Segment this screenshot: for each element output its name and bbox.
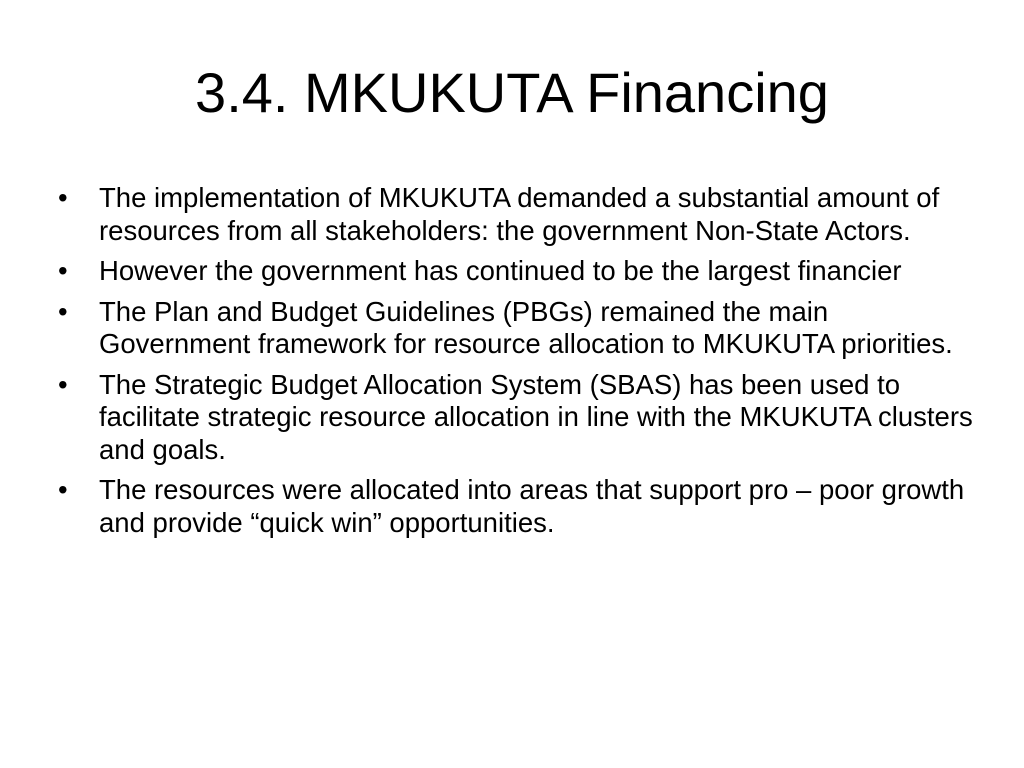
bullet-item: [58, 255, 978, 288]
bullet-text: The Strategic Budget Allocation System (SBAS) has been used to facilitate strategic resource allocation in line with the MKUKUTA clusters and goals.: [99, 368, 973, 465]
bullet-text: However the government has continued to be the largest financier: [99, 255, 902, 286]
slide-title: 3.4. MKUKUTA Financing: [195, 61, 829, 124]
bullet-icon: •: [58, 182, 68, 213]
bullet-icon: •: [58, 474, 68, 505]
bullet-item: [58, 296, 978, 361]
bullet-item: [58, 474, 978, 539]
bullet-list: [58, 182, 978, 547]
bullet-icon: •: [58, 295, 68, 327]
bullet-icon: •: [58, 255, 68, 286]
bullet-text: The resources were allocated into areas that support pro – poor growth and provide “quick win” opportunities.: [99, 474, 965, 538]
bullet-item: [58, 369, 978, 467]
bullet-icon: •: [58, 368, 68, 400]
bullet-text: The Plan and Budget Guidelines (PBGs) remained the main Government framework for resource allocation to MKUKUTA priorities.: [99, 295, 953, 359]
bullet-item: [58, 182, 978, 247]
bullet-text: The implementation of MKUKUTA demanded a substantial amount of resources from all stakeholders: the government Non-State Actors.: [99, 182, 940, 246]
